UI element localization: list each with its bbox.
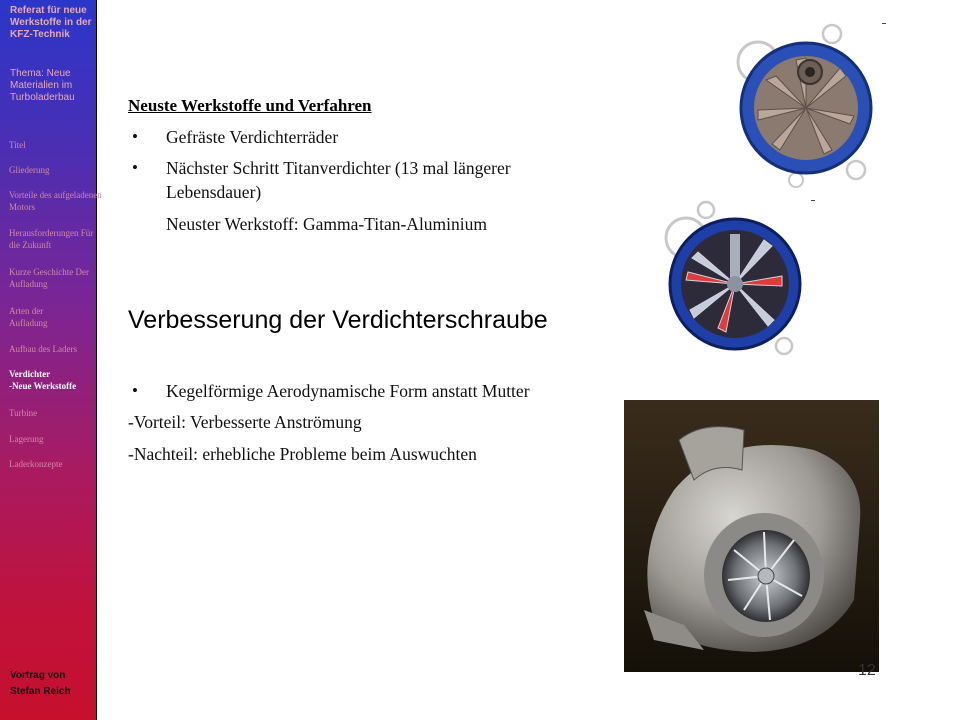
presentation-theme: Thema: Neue Materialien im Turboladerbau (10, 68, 75, 103)
sidebar-item-laderkonzepte[interactable]: Laderkonzepte (9, 459, 63, 469)
titanium-wheel-image (664, 200, 804, 360)
sidebar-item-gliederung[interactable]: Gliederung (9, 165, 50, 175)
disadvantage-text: -Nachteil: erhebliche Probleme beim Auswuchten (128, 444, 477, 464)
bullet-text-continued: Lebensdauer) (166, 182, 262, 202)
sidebar-item-vorteile[interactable]: Vorteile des aufgeladenen Motors (9, 190, 102, 212)
material-note: Neuster Werkstoff: Gamma-Titan-Aluminium (166, 214, 488, 234)
bullet-marker: • (132, 381, 138, 400)
presentation-title: Referat für neue Werkstoffe in der KFZ-Technik (10, 5, 92, 40)
sidebar-item-titel[interactable]: Titel (9, 140, 26, 150)
turbocharger-photo (624, 400, 879, 672)
sidebar-item-geschichte[interactable]: Kurze Geschichte Der Aufladung (9, 267, 89, 289)
presenter-credit (10, 668, 71, 700)
decorative-dash (811, 200, 815, 201)
sidebar-navigation (0, 0, 102, 720)
decorative-dash (882, 23, 886, 24)
section-heading: Neuste Werkstoffe und Verfahren (128, 96, 372, 115)
advantage-text: -Vorteil: Verbesserte Anströmung (128, 412, 362, 432)
sidebar-item-arten[interactable]: Arten der Aufladung (9, 306, 48, 328)
page-number: 12 (858, 662, 876, 679)
sidebar-item-aufbau[interactable]: Aufbau des Laders (9, 344, 77, 354)
bullet-text: Kegelförmige Aerodynamische Form anstatt Mutter (166, 381, 530, 401)
bullet-text: Nächster Schritt Titanverdichter (13 mal längerer (166, 158, 511, 178)
sidebar-item-verdichter[interactable]: Verdichter -Neue Werkstoffe (9, 369, 77, 391)
sidebar-item-lagerung[interactable]: Lagerung (9, 434, 44, 444)
sidebar-item-turbine[interactable]: Turbine (9, 408, 38, 418)
slide-title: Verbesserung der Verdichterschraube (128, 306, 548, 334)
sidebar-item-herausforderungen[interactable]: Herausforderungen Für die Zukunft (9, 228, 94, 250)
compressor-wheel-image (736, 20, 886, 190)
bullet-marker: • (132, 127, 138, 146)
presenter-label: Vortrag von (10, 670, 66, 681)
presenter-name: Stefan Reich (10, 686, 71, 697)
bullet-text: Gefräste Verdichterräder (166, 127, 339, 147)
bullet-marker: • (132, 158, 138, 177)
